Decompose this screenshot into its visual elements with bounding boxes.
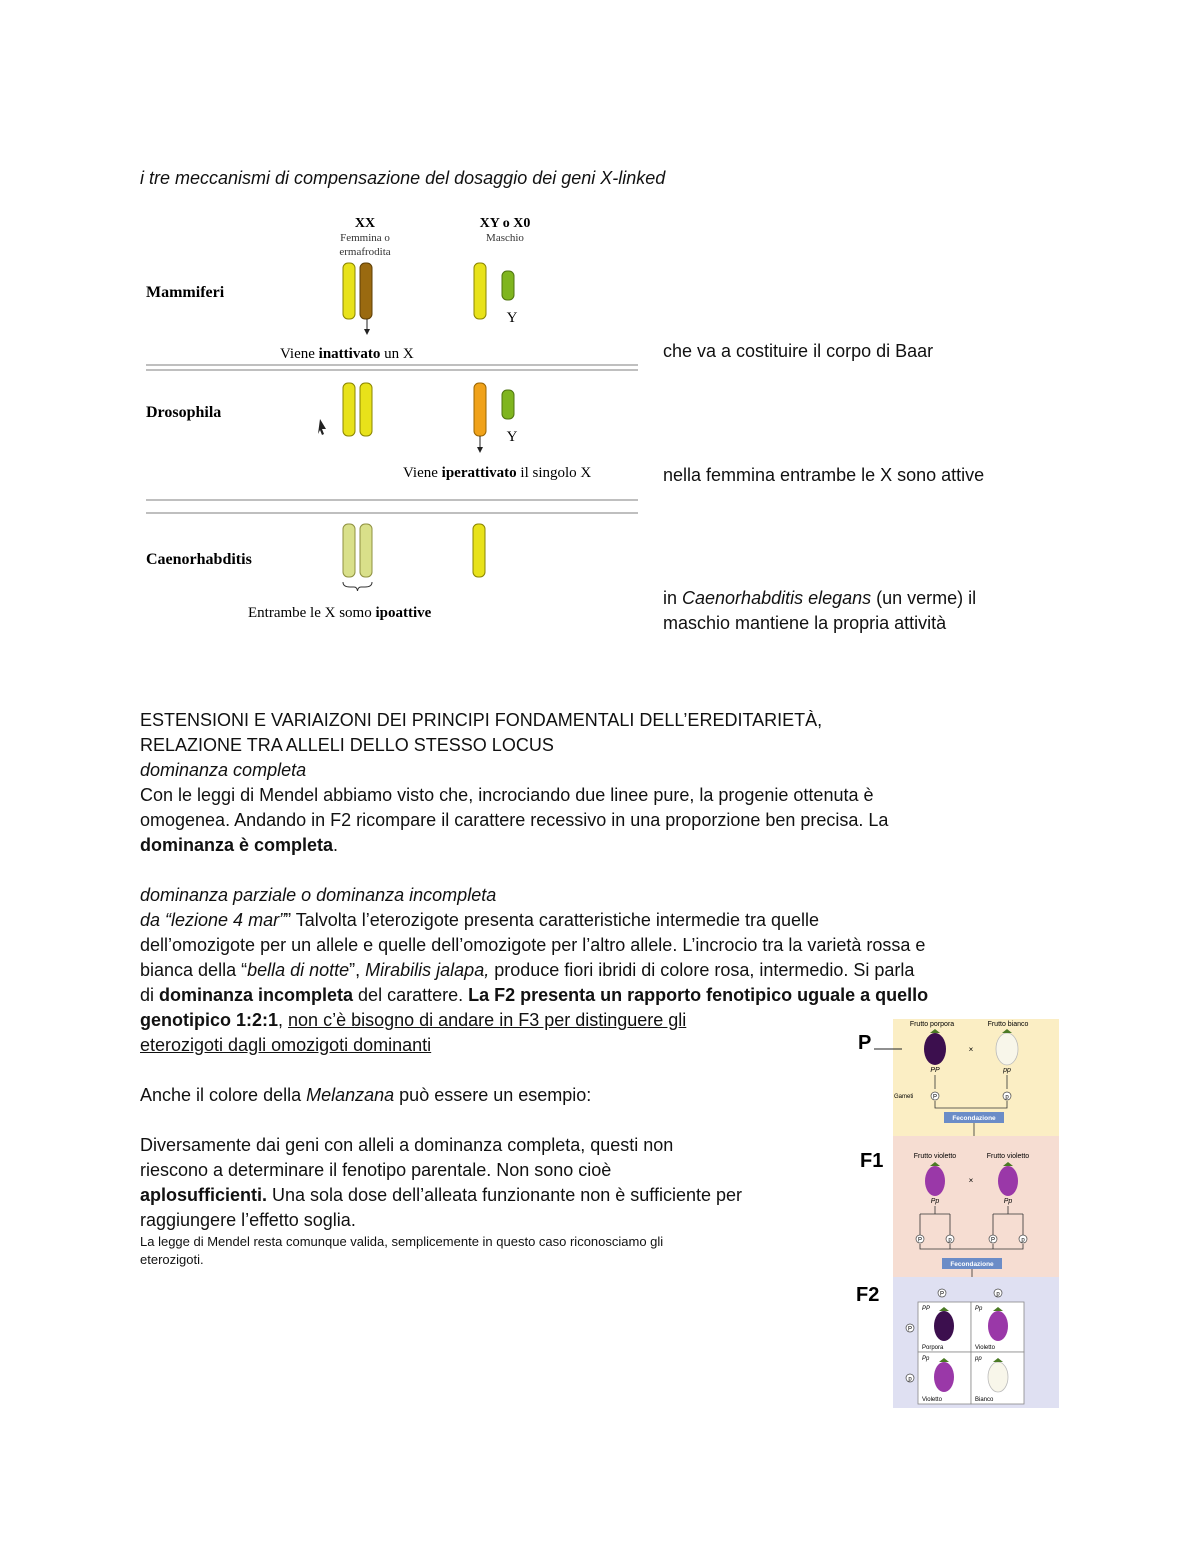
- svg-text:Pp: Pp: [922, 1356, 930, 1362]
- row-drosophila-label: Drosophila: [146, 404, 222, 421]
- svg-text:Bianco: Bianco: [975, 1397, 994, 1403]
- row-drosophila-caption: Viene iperattivato il singolo X: [403, 465, 592, 481]
- svg-text:p: p: [1005, 1094, 1009, 1101]
- svg-text:×: ×: [968, 1176, 974, 1185]
- eggplant-purple: [924, 1033, 946, 1065]
- chromosome-x-hypoactive: [360, 524, 372, 577]
- svg-text:Frutto bianco: Frutto bianco: [987, 1021, 1029, 1028]
- eggplant-violet: [925, 1166, 945, 1196]
- row-caenorhabditis-caption: Entrambe le X somo ipoattive: [248, 605, 432, 621]
- svg-text:Pp: Pp: [1003, 1198, 1013, 1205]
- chromosome-x: [473, 524, 485, 577]
- chromosome-x-hyperactive: [474, 383, 486, 436]
- svg-text:Frutto violetto: Frutto violetto: [986, 1153, 1030, 1160]
- eggplant-violet: [988, 1311, 1008, 1341]
- eggplant-violet: [998, 1166, 1018, 1196]
- chromosome-x: [474, 263, 486, 319]
- svg-text:p: p: [948, 1237, 952, 1244]
- gen-label-p: P: [858, 1032, 872, 1054]
- note-legge-mendel: La legge di Mendel resta comunque valida, semplicemente in questo caso riconosciamo gli: [140, 1234, 664, 1249]
- svg-text:P: P: [907, 1326, 913, 1333]
- col-xx-sub1: Femmina o: [340, 232, 390, 244]
- subheading-dominanza-completa: dominanza completa: [140, 760, 307, 780]
- svg-text:Fecondazione: Fecondazione: [950, 1261, 994, 1268]
- eggplant-white: [996, 1033, 1018, 1065]
- chromosome-y: [502, 390, 514, 419]
- svg-text:Pp: Pp: [930, 1198, 940, 1205]
- svg-text:PP: PP: [922, 1306, 931, 1312]
- svg-text:P: P: [939, 1291, 945, 1298]
- svg-text:Pp: Pp: [975, 1306, 983, 1312]
- chromosome-x: [343, 383, 355, 436]
- row-mammiferi-caption: Viene inattivato un X: [280, 346, 414, 362]
- cursor-icon: [318, 419, 326, 435]
- svg-text:p: p: [1021, 1237, 1025, 1244]
- row-caenorhabditis-label: Caenorhabditis: [146, 551, 252, 568]
- y-label: Y: [506, 429, 518, 445]
- svg-text:Violetto: Violetto: [975, 1345, 995, 1351]
- eggplant-cross-figure: [848, 1015, 1060, 1410]
- chromosome-x-hypoactive: [343, 524, 355, 577]
- dosage-compensation-figure: [140, 208, 645, 628]
- svg-text:PP: PP: [930, 1067, 940, 1074]
- col-xy-header: XY o X0: [479, 216, 531, 231]
- col-xx-sub2: ermafrodita: [339, 246, 391, 258]
- eggplant-white: [988, 1362, 1008, 1392]
- svg-text:Frutto violetto: Frutto violetto: [913, 1153, 957, 1160]
- svg-text:Gameti: Gameti: [894, 1094, 914, 1100]
- note-caenorhabditis: in Caenorhabditis elegans (un verme) il maschio mantiene la propria attività: [663, 588, 977, 633]
- svg-text:×: ×: [968, 1045, 974, 1054]
- svg-text:Fecondazione: Fecondazione: [952, 1115, 996, 1122]
- svg-text:Frutto porpora: Frutto porpora: [909, 1021, 955, 1028]
- svg-text:Porpora: Porpora: [922, 1345, 944, 1351]
- eggplant-purple: [934, 1311, 954, 1341]
- chromosome-y: [502, 271, 514, 300]
- figure1-heading: i tre meccanismi di compensazione del dosaggio dei geni X-linked: [140, 168, 666, 188]
- svg-text:p: p: [996, 1291, 1000, 1298]
- section-title: ESTENSIONI E VARIAIZONI DEI PRINCIPI FONDAMENTALI DELL’EREDITARIETÀ, RELAZIONE TRA ALLELI DELLO STESSO LOCUS dominanza completa Con le leggi di Mendel abbiamo visto che, incrociando due linee pure, la progenie ottenuta è omogenea. Andando in F2 ricompare il carattere recessivo in una proporzione ben precisa. La dominanza è completa. dominanza parziale o dominanza incompleta da “lezione 4 mar”” Talvolta l’eterozigote presenta caratteristiche intermedie tra quelle dell’omozigote per un allele e quelle dell’omozigote per l’altro allele. L’incrocio tra la varietà rossa e bianca della “bella di notte”, Mirabilis jalapa, produce fiori ibridi di colore rosa, intermedio. Si parla di dominanza incompleta del carattere. La F2 presenta un rapporto fenotipico uguale a quello genotipico 1:2:1, non c’è bisogno di andare in F3 per distinguere gli eterozigoti dagli omozigoti dominanti Anche il colore della Melanzana può essere un esempio: Diversamente dai geni con alleli a dominanza completa, questi non riescono a determinare il fenotipo parentale. Non sono cioè aplosufficienti. Una sola dose dell’alleata funzionante non è sufficiente per raggiungere l’effetto soglia. La legge di Mendel resta comunque valida, semplicemente in questo caso riconosciamo gli eterozigoti.: [140, 710, 929, 1267]
- chromosome-x: [360, 383, 372, 436]
- col-xx-header: XX: [354, 216, 376, 231]
- svg-text:pp: pp: [975, 1356, 982, 1362]
- svg-text:Violetto: Violetto: [922, 1397, 942, 1403]
- col-xy-sub: Maschio: [486, 232, 524, 244]
- gen-label-f1: F1: [860, 1150, 884, 1172]
- gen-label-f2: F2: [856, 1284, 880, 1306]
- subheading-dominanza-incompleta: dominanza parziale o dominanza incompleta: [140, 885, 497, 905]
- chromosome-x-inactivated: [360, 263, 372, 319]
- svg-text:pp: pp: [1003, 1067, 1011, 1074]
- note-femmina: nella femmina entrambe le X sono attive: [663, 465, 985, 485]
- svg-text:P: P: [932, 1094, 938, 1101]
- svg-text:P: P: [917, 1237, 923, 1244]
- y-label: Y: [506, 310, 518, 326]
- paragraph-melanzana: Anche il colore della Melanzana può essere un esempio:: [140, 1085, 592, 1105]
- svg-text:P: P: [990, 1237, 996, 1244]
- note-corpo-di-baar: che va a costituire il corpo di Baar: [663, 341, 934, 361]
- row-mammiferi-label: Mammiferi: [146, 284, 225, 301]
- chromosome-x-active: [343, 263, 355, 319]
- eggplant-violet: [934, 1362, 954, 1392]
- svg-text:p: p: [908, 1376, 912, 1383]
